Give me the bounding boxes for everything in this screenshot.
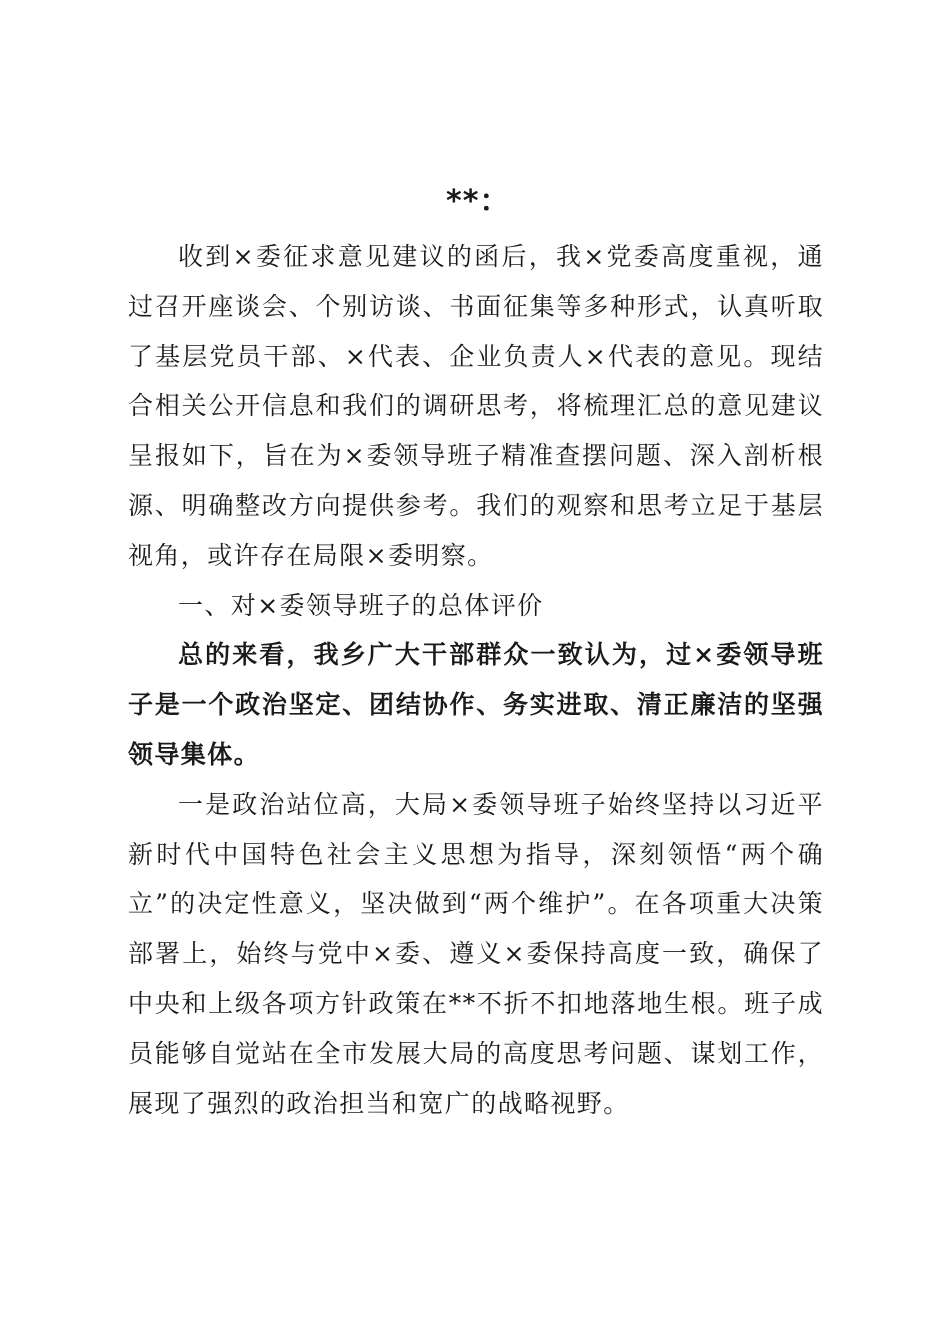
document-body bbox=[128, 232, 824, 1128]
summary-paragraph: 总的来看，我乡广大干部群众一致认为，过×委领导班子是一个政治坚定、团结协作、务实进取、清正廉洁的坚强领导集体。 bbox=[128, 640, 824, 769]
salutation: **： bbox=[446, 184, 511, 219]
section-heading: 一、对×委领导班子的总体评价 bbox=[178, 590, 544, 620]
intro-paragraph: 收到×委征求意见建议的函后，我×党委高度重视，通过召开座谈会、个别访谈、书面征集等多种形式，认真听取了基层党员干部、×代表、企业负责人×代表的意见。现结合相关公开信息和我们的调研思考，将梳理汇总的意见建议呈报如下，旨在为×委领导班子精准查摆问题、深入剖析根源、明确整改方向提供参考。我们的观察和思考立足于基层视角，或许存在局限×委明察。 bbox=[128, 242, 824, 570]
point-one-paragraph: 一是政治站位高，大局×委领导班子始终坚持以习近平新时代中国特色社会主义思想为指导，深刻领悟“两个确立”的决定性意义，坚决做到“两个维护”。在各项重大决策部署上，始终与党中×委、遵义×委保持高度一致，确保了中央和上级各项方针政策在**不折不扣地落地生根。班子成员能够自觉站在全市发展大局的高度思考问题、谋划工作，展现了强烈的政治担当和宽广的战略视野。 bbox=[128, 789, 824, 1118]
